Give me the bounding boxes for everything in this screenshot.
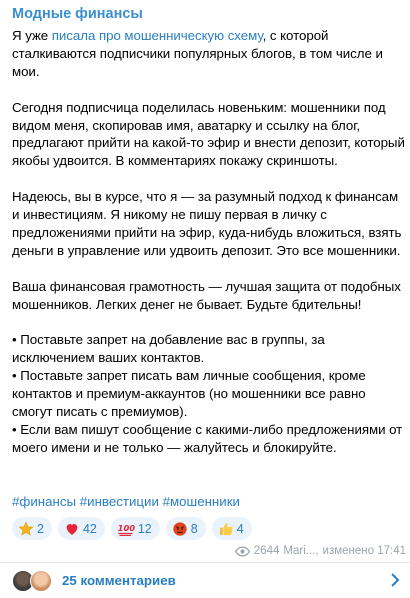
reaction-star-count: 2 bbox=[37, 521, 44, 536]
bullet-1: • Поставьте запрет на добавление вас в группы, за исключением ваших контактов. bbox=[12, 332, 325, 366]
reaction-hundred[interactable] bbox=[111, 517, 160, 540]
hashtags bbox=[12, 494, 240, 509]
p1-before: Я уже bbox=[12, 28, 52, 43]
angry-face-icon bbox=[172, 521, 188, 537]
reaction-angry[interactable] bbox=[166, 517, 206, 540]
reaction-heart-count: 42 bbox=[82, 521, 97, 536]
view-count: 2644 bbox=[253, 545, 280, 557]
paragraph-2: Сегодня подписчица поделилась новеньким: мошенники под видом меня, скопировав имя, аватарку и ссылку на блог, предлагают прийти на какой-то эфир и внести депозит, который якобы удвоится. В комментариях покажу скриншоты. bbox=[12, 99, 405, 169]
reaction-angry-count: 8 bbox=[190, 521, 198, 536]
eye-icon bbox=[235, 546, 250, 557]
paragraph-4: Ваша финансовая грамотность — лучшая защита от подобных мошенников. Легких денег не бывает. Будьте бдительны! bbox=[12, 278, 401, 312]
edited-time: изменено 17:41 bbox=[322, 545, 406, 557]
bullet-3: • Если вам пишут сообщение с какими-либо предложениями от моего имени и не только — жалуйтесь и блокируйте. bbox=[12, 421, 403, 455]
scheme-link[interactable]: писала про мошенническую схему bbox=[51, 28, 263, 43]
p1-after: , с которой сталкиваются подписчики популярных блогов, в том числе и мои. bbox=[12, 28, 383, 79]
star-icon bbox=[18, 521, 34, 537]
thumbs-up-icon bbox=[218, 521, 234, 537]
avatar bbox=[30, 570, 52, 592]
reaction-star[interactable] bbox=[12, 517, 52, 540]
post-author: Mari..., bbox=[283, 545, 319, 557]
reactions-bar bbox=[12, 517, 252, 540]
post-meta bbox=[235, 545, 406, 557]
paragraph-3: Надеюсь, вы в курсе, что я — за разумный подход к финансам и инвестициям. Я никому не пишу первая в личку с предложениями прийти на эфир, куда-нибудь вложиться, взять деньги в управление или удвоить депозит. Это все мошенники. bbox=[12, 189, 402, 258]
hashtag-scammers[interactable]: #мошенники bbox=[162, 494, 240, 509]
reaction-hundred-count: 12 bbox=[137, 521, 152, 536]
comments-bar[interactable] bbox=[0, 562, 410, 598]
reaction-thumbs-up-count: 4 bbox=[236, 521, 244, 536]
channel-title[interactable]: Модные финансы bbox=[12, 6, 143, 22]
hundred-icon bbox=[117, 521, 135, 537]
chevron-right-icon bbox=[390, 573, 400, 587]
hashtag-investments[interactable]: #инвестиции bbox=[79, 494, 159, 509]
paragraph-1 bbox=[12, 27, 407, 81]
svg-text:100: 100 bbox=[117, 522, 135, 533]
reaction-thumbs-up[interactable] bbox=[212, 517, 252, 540]
comments-label[interactable]: 25 комментариев bbox=[62, 573, 176, 588]
bullet-2: • Поставьте запрет писать вам личные сообщения, кроме контактов и премиум-аккаунтов (но мошенники все равно смогут писать с премиумов). bbox=[12, 368, 366, 419]
reaction-heart[interactable] bbox=[58, 517, 105, 540]
heart-icon bbox=[64, 521, 80, 537]
post-body bbox=[12, 27, 407, 457]
hashtag-finance[interactable]: #финансы bbox=[12, 494, 77, 509]
